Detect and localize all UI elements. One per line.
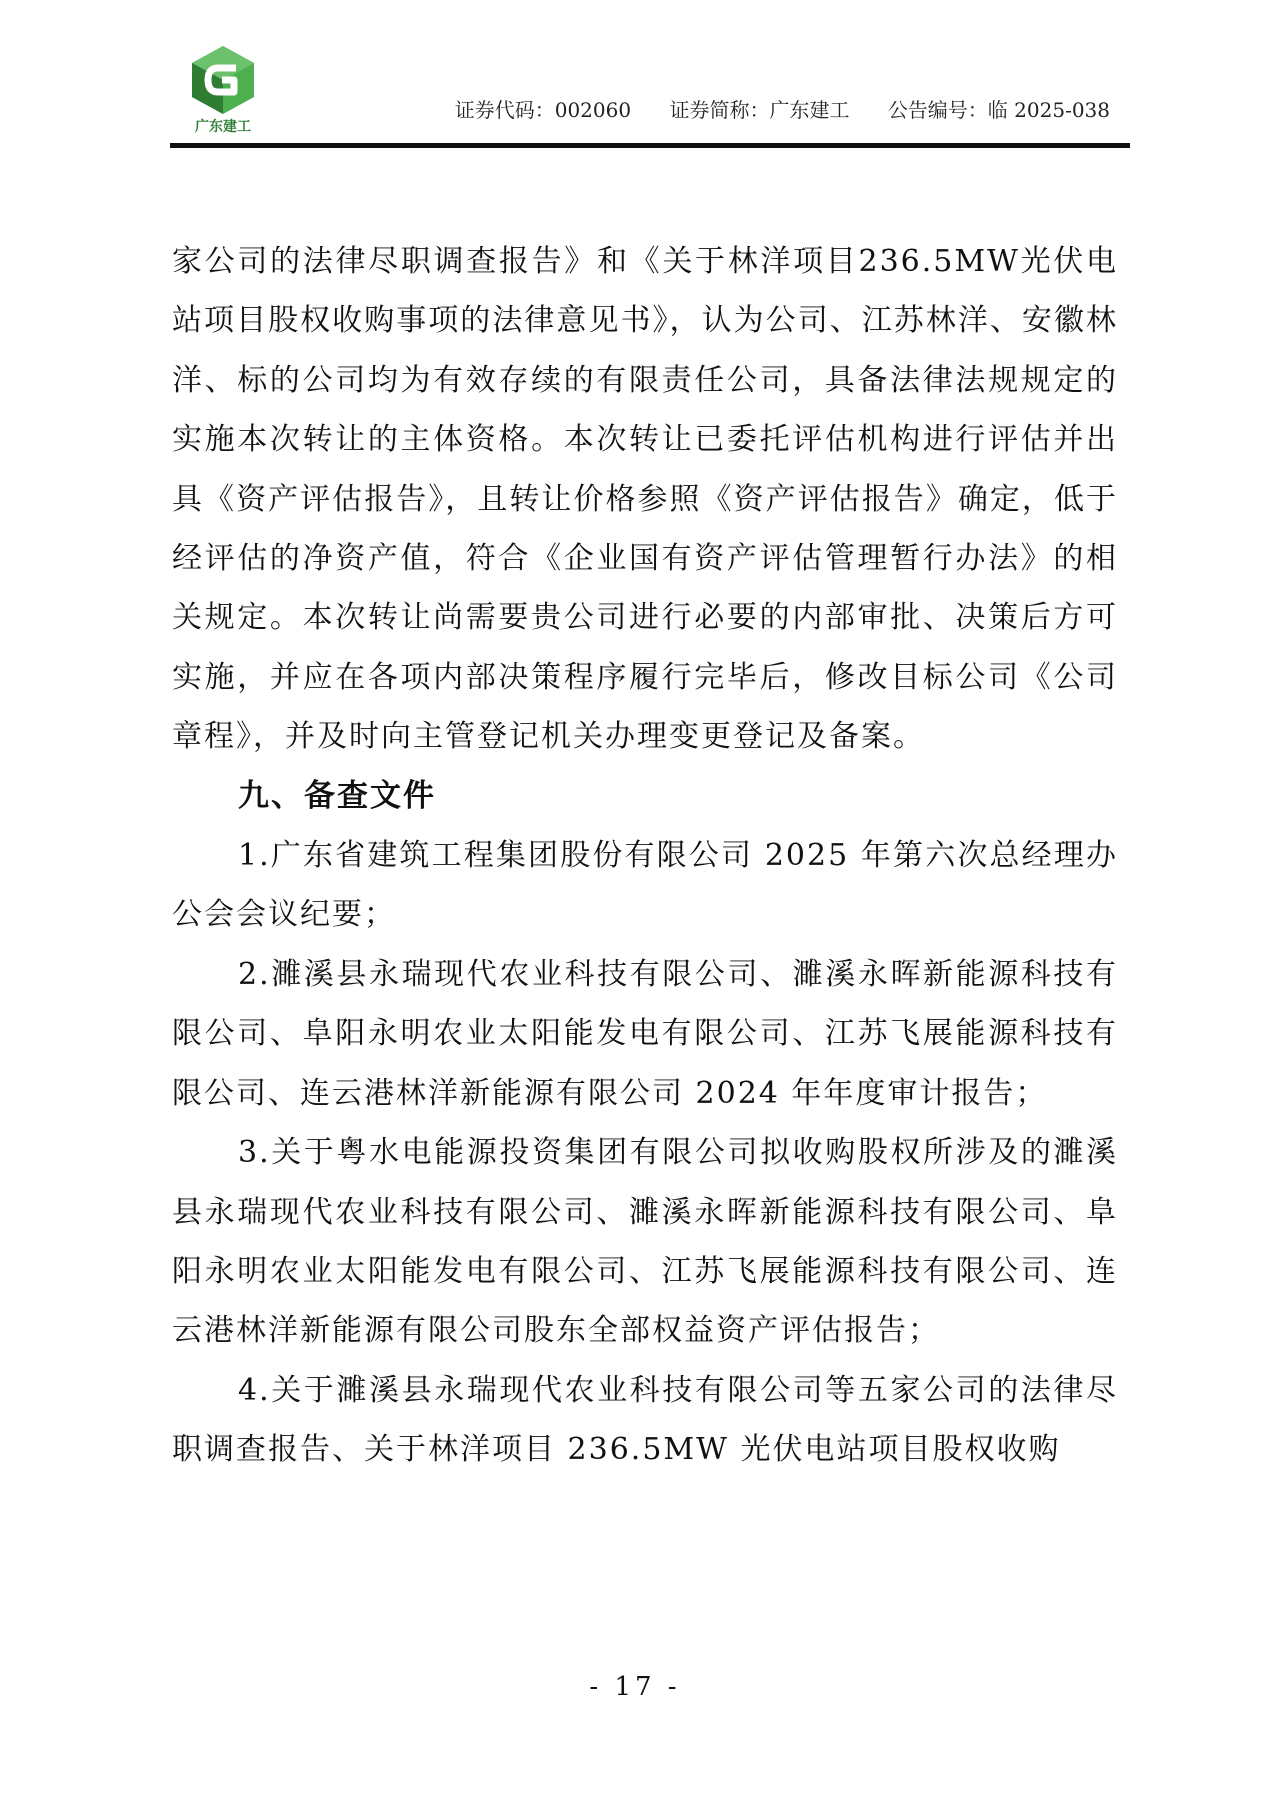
reference-item-2: 2.濉溪县永瑞现代农业科技有限公司、濉溪永晖新能源科技有限公司、阜阳永明农业太阳能发电有限公司、江苏飞展能源科技有限公司、连云港林洋新能源有限公司 2024 年年度审计报告； xyxy=(172,956,1118,1111)
announcement-number: 公告编号：临 2025-038 xyxy=(887,98,1110,122)
reference-item-4: 4.关于濉溪县永瑞现代农业科技有限公司等五家公司的法律尽职调查报告、关于林洋项目 236.5MW 光伏电站项目股权收购 xyxy=(172,1372,1118,1468)
reference-item-3: 3.关于粤水电能源投资集团有限公司拟收购股权所涉及的濉溪县永瑞现代农业科技有限公司、濉溪永晖新能源科技有限公司、阜阳永明农业太阳能发电有限公司、江苏飞展能源科技有限公司、连云港林洋新能源有限公司股东全部权益资产评估报告； xyxy=(172,1135,1118,1349)
document-body xyxy=(172,232,1118,1480)
company-logo xyxy=(188,44,258,134)
logo-text: 广东建工 xyxy=(195,119,251,135)
stock-name: 证券简称：广东建工 xyxy=(669,98,850,122)
logo-g-icon xyxy=(188,44,258,116)
reference-item-1: 1.广东省建筑工程集团股份有限公司 2025 年第六次总经理办公会会议纪要； xyxy=(172,838,1118,933)
stock-code: 证券代码：002060 xyxy=(454,98,632,122)
page-number: - 17 - xyxy=(589,1672,681,1702)
header-info xyxy=(423,94,1110,123)
page-header xyxy=(170,44,1130,150)
section-heading: 九、备查文件 xyxy=(238,777,436,814)
header-divider xyxy=(170,143,1130,148)
paragraph-legal-opinion: 家公司的法律尽职调查报告》和《关于林洋项目236.5MW光伏电站项目股权收购事项的法律意见书》，认为公司、江苏林洋、安徽林洋、标的公司均为有效存续的有限责任公司，具备法律法规规定的实施本次转让的主体资格。本次转让已委托评估机构进行评估并出具《资产评估报告》，且转让价格参照《资产评估报告》确定，低于经评估的净资产值，符合《企业国有资产评估管理暂行办法》的相关规定。本次转让尚需要贵公司进行必要的内部审批、决策后方可实施，并应在各项内部决策程序履行完毕后，修改目标公司《公司章程》，并及时向主管登记机关办理变更登记及备案。 xyxy=(172,244,1118,755)
